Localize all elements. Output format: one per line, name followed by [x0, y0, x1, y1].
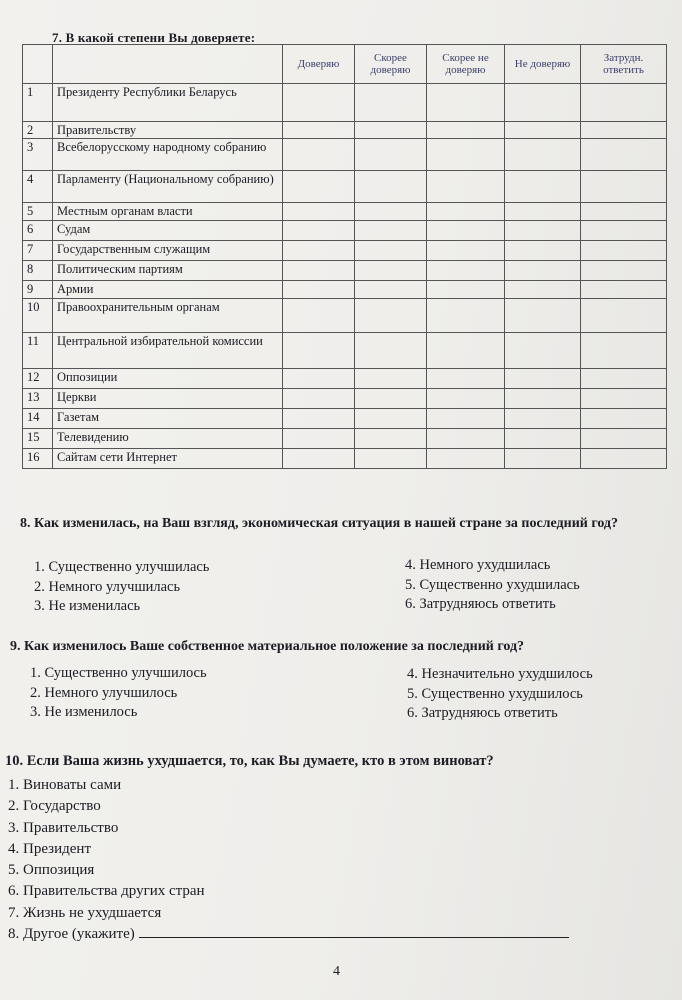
answer-cell[interactable] [427, 122, 505, 139]
answer-cell[interactable] [427, 299, 505, 333]
answer-cell[interactable] [283, 171, 355, 203]
answer-cell[interactable] [283, 299, 355, 333]
answer-cell[interactable] [505, 429, 581, 449]
answer-cell[interactable] [427, 261, 505, 281]
trust-row [23, 449, 667, 469]
answer-cell[interactable] [355, 409, 427, 429]
other-label: 8. Другое (укажите) [8, 926, 135, 943]
answer-cell[interactable] [283, 449, 355, 469]
q10-title: 10. Если Ваша жизнь ухудшается, то, как Вы думаете, кто в этом виноват? [5, 753, 494, 769]
answer-cell[interactable] [427, 139, 505, 171]
answer-cell[interactable] [355, 281, 427, 299]
answer-cell[interactable] [427, 409, 505, 429]
answer-option[interactable]: 2. Немного улучшилось [30, 684, 178, 701]
trust-row [23, 281, 667, 299]
answer-cell[interactable] [283, 281, 355, 299]
other-write-in-line[interactable] [139, 925, 569, 938]
answer-cell[interactable] [505, 389, 581, 409]
row-label: Местным органам власти [53, 203, 283, 221]
answer-cell[interactable] [355, 389, 427, 409]
answer-option[interactable]: 1. Виноваты сами [8, 777, 122, 793]
row-label: Парламенту (Национальному собранию) [53, 171, 283, 203]
trust-row [23, 369, 667, 389]
answer-option[interactable]: 1. Существенно улучшилась [34, 559, 210, 575]
answer-cell[interactable] [505, 84, 581, 122]
q8-title: 8. Как изменилась, на Ваш взгляд, экономическая ситуация в нашей стране за последний год? [20, 516, 619, 531]
answer-cell[interactable] [283, 122, 355, 139]
answer-cell[interactable] [581, 221, 667, 241]
answer-cell[interactable] [581, 369, 667, 389]
answer-cell[interactable] [505, 281, 581, 299]
row-label: Правоохранительным органам [53, 299, 283, 333]
answer-cell[interactable] [581, 281, 667, 299]
row-number: 12 [23, 369, 53, 389]
answer-cell[interactable] [355, 369, 427, 389]
trust-row [23, 241, 667, 261]
answer-cell[interactable] [505, 333, 581, 369]
answer-cell[interactable] [355, 333, 427, 369]
q8-options-right [405, 556, 580, 615]
row-label: Телевидению [53, 429, 283, 449]
row-label: Политическим партиям [53, 261, 283, 281]
answer-cell[interactable] [355, 171, 427, 203]
answer-cell[interactable] [427, 203, 505, 221]
row-number: 11 [23, 333, 53, 369]
answer-cell[interactable] [283, 429, 355, 449]
answer-option[interactable]: 4. Президент [8, 840, 91, 857]
trust-row [23, 221, 667, 241]
answer-cell[interactable] [355, 203, 427, 221]
answer-cell[interactable] [355, 241, 427, 261]
answer-cell[interactable] [581, 84, 667, 122]
trust-table-header [23, 45, 667, 84]
answer-cell[interactable] [581, 429, 667, 449]
row-number: 4 [23, 171, 53, 203]
answer-cell[interactable] [427, 84, 505, 122]
page-number: 4 [333, 964, 340, 979]
row-label: Армии [53, 281, 283, 299]
trust-row [23, 409, 667, 429]
answer-cell[interactable] [283, 221, 355, 241]
row-label: Судам [53, 221, 283, 241]
answer-cell[interactable] [427, 241, 505, 261]
answer-option[interactable]: 2. Государство [8, 798, 101, 815]
answer-cell[interactable] [355, 139, 427, 171]
trust-row [23, 171, 667, 203]
answer-option[interactable]: 6. Правительства других стран [8, 883, 205, 900]
trust-row [23, 429, 667, 449]
answer-cell[interactable] [427, 449, 505, 469]
answer-cell[interactable] [505, 122, 581, 139]
answer-cell[interactable] [355, 84, 427, 122]
column-header: Доверяю [283, 45, 355, 84]
answer-cell[interactable] [505, 203, 581, 221]
answer-cell[interactable] [283, 241, 355, 261]
q9-title: 9. Как изменилось Ваше собственное материальное положение за последний год? [10, 639, 525, 654]
trust-row [23, 333, 667, 369]
q8-options-left [34, 558, 209, 617]
answer-option-other[interactable] [8, 924, 569, 945]
answer-cell[interactable] [283, 203, 355, 221]
answer-cell[interactable] [427, 333, 505, 369]
column-header: Затрудн. ответить [581, 45, 667, 84]
row-number: 15 [23, 429, 53, 449]
answer-cell[interactable] [505, 449, 581, 469]
answer-cell[interactable] [283, 389, 355, 409]
answer-cell[interactable] [505, 299, 581, 333]
answer-option[interactable]: 5. Оппозиция [8, 862, 95, 879]
answer-cell[interactable] [283, 261, 355, 281]
row-number: 10 [23, 299, 53, 333]
answer-option[interactable]: 3. Не изменилось [30, 704, 138, 720]
row-label: Президенту Республики Беларусь [53, 84, 283, 122]
answer-cell[interactable] [283, 139, 355, 171]
answer-option[interactable]: 5. Существенно ухудшилась [405, 576, 580, 593]
trust-row [23, 261, 667, 281]
answer-cell[interactable] [427, 429, 505, 449]
answer-cell[interactable] [505, 139, 581, 171]
answer-cell[interactable] [283, 84, 355, 122]
answer-cell[interactable] [505, 261, 581, 281]
row-label: Всебелорусскому народному собранию [53, 139, 283, 171]
answer-option[interactable]: 5. Существенно ухудшилось [407, 685, 583, 702]
trust-row [23, 139, 667, 171]
answer-cell[interactable] [355, 299, 427, 333]
answer-option[interactable]: 6. Затрудняюсь ответить [407, 705, 558, 721]
answer-cell[interactable] [581, 171, 667, 203]
row-number: 13 [23, 389, 53, 409]
answer-cell[interactable] [427, 221, 505, 241]
answer-cell[interactable] [283, 409, 355, 429]
row-label: Оппозиции [53, 369, 283, 389]
row-label: Сайтам сети Интернет [53, 449, 283, 469]
row-number: 14 [23, 409, 53, 429]
trust-row [23, 203, 667, 221]
answer-cell[interactable] [355, 449, 427, 469]
answer-cell[interactable] [581, 409, 667, 429]
answer-option[interactable]: 4. Незначительно ухудшилось [407, 666, 593, 682]
answer-option[interactable]: 6. Затрудняюсь ответить [405, 596, 556, 612]
answer-cell[interactable] [581, 389, 667, 409]
column-header: Скорее не доверяю [427, 45, 505, 84]
answer-cell[interactable] [581, 449, 667, 469]
trust-row [23, 84, 667, 122]
answer-cell[interactable] [427, 171, 505, 203]
answer-cell[interactable] [505, 221, 581, 241]
answer-cell[interactable] [505, 369, 581, 389]
column-header: Скорее доверяю [355, 45, 427, 84]
header-blank-num [23, 45, 53, 84]
row-number: 7 [23, 241, 53, 261]
answer-cell[interactable] [427, 281, 505, 299]
column-header: Не доверяю [505, 45, 581, 84]
trust-row [23, 299, 667, 333]
trust-row [23, 122, 667, 139]
answer-option[interactable]: 7. Жизнь не ухудшается [8, 904, 162, 921]
answer-cell[interactable] [505, 171, 581, 203]
answer-cell[interactable] [581, 241, 667, 261]
answer-cell[interactable] [581, 139, 667, 171]
row-label: Центральной избирательной комиссии [53, 333, 283, 369]
row-label: Газетам [53, 409, 283, 429]
answer-cell[interactable] [355, 261, 427, 281]
answer-option[interactable]: 1. Существенно улучшилось [30, 665, 207, 681]
answer-cell[interactable] [283, 369, 355, 389]
answer-cell[interactable] [355, 221, 427, 241]
row-label: Государственным служащим [53, 241, 283, 261]
answer-option[interactable]: 3. Правительство [8, 819, 119, 836]
row-label: Правительству [53, 122, 283, 139]
row-number: 8 [23, 261, 53, 281]
answer-option[interactable]: 4. Немного ухудшилась [405, 557, 551, 573]
answer-cell[interactable] [505, 241, 581, 261]
trust-table [22, 44, 667, 469]
header-blank-label [53, 45, 283, 84]
q10-options [8, 775, 569, 945]
answer-cell[interactable] [581, 299, 667, 333]
q9-options-right [407, 665, 593, 724]
row-number: 1 [23, 84, 53, 122]
row-number: 16 [23, 449, 53, 469]
row-number: 2 [23, 122, 53, 139]
q9-options-left [30, 664, 207, 723]
answer-cell[interactable] [581, 333, 667, 369]
answer-option[interactable]: 3. Не изменилась [34, 598, 141, 614]
answer-cell[interactable] [505, 409, 581, 429]
answer-cell[interactable] [427, 369, 505, 389]
answer-cell[interactable] [355, 122, 427, 139]
answer-cell[interactable] [581, 261, 667, 281]
row-number: 3 [23, 139, 53, 171]
row-number: 6 [23, 221, 53, 241]
answer-cell[interactable] [355, 429, 427, 449]
answer-cell[interactable] [581, 122, 667, 139]
answer-option[interactable]: 2. Немного улучшилась [34, 578, 181, 595]
trust-row [23, 389, 667, 409]
answer-cell[interactable] [283, 333, 355, 369]
answer-cell[interactable] [427, 389, 505, 409]
q7-title: 7. В какой степени Вы доверяете: [52, 30, 256, 45]
row-label: Церкви [53, 389, 283, 409]
answer-cell[interactable] [581, 203, 667, 221]
row-number: 9 [23, 281, 53, 299]
row-number: 5 [23, 203, 53, 221]
